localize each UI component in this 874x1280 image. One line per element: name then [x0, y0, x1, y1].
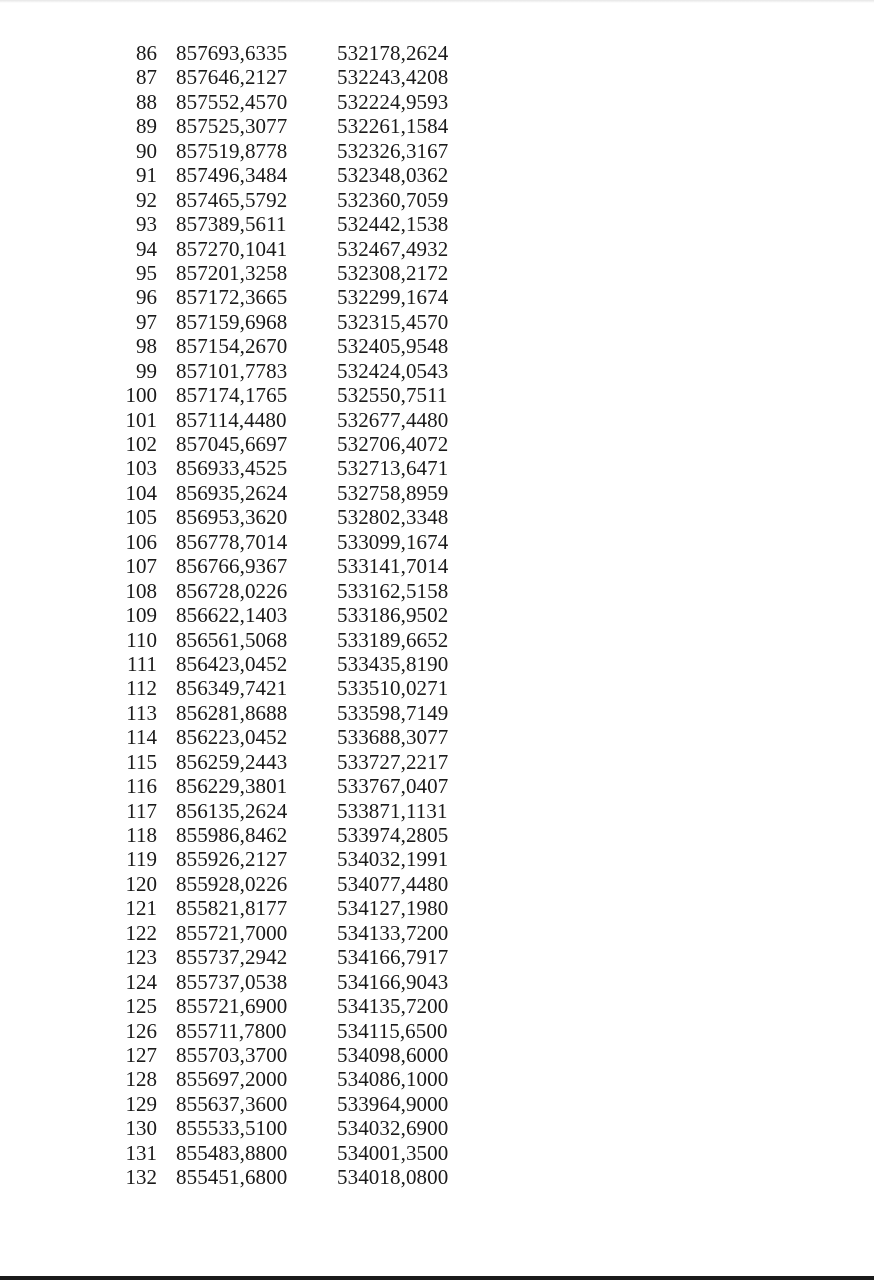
y-coordinate: 534001,3500 — [337, 1140, 449, 1165]
x-coordinate: 855821,8177 — [176, 896, 288, 921]
table-row — [0, 774, 874, 798]
x-coordinate: 857496,3484 — [176, 163, 288, 188]
y-coordinate: 532326,3167 — [337, 138, 449, 163]
x-coordinate: 856135,2624 — [176, 798, 288, 823]
point-number: 110 — [126, 627, 157, 652]
y-coordinate: 533598,7149 — [337, 700, 449, 725]
x-coordinate: 857172,3665 — [176, 285, 288, 310]
x-coordinate: 856953,3620 — [176, 505, 288, 530]
x-coordinate: 856423,0452 — [176, 651, 288, 676]
x-coordinate: 855928,0226 — [176, 871, 288, 896]
y-coordinate: 532713,6471 — [337, 456, 449, 481]
point-number: 119 — [126, 847, 157, 872]
point-number: 100 — [125, 383, 157, 408]
table-row — [0, 1141, 874, 1165]
x-coordinate: 855533,5100 — [176, 1116, 288, 1141]
x-coordinate: 856778,7014 — [176, 529, 288, 554]
x-coordinate: 857525,3077 — [176, 114, 288, 139]
table-row — [0, 1019, 874, 1043]
y-coordinate: 534133,7200 — [337, 920, 449, 945]
x-coordinate: 857159,6968 — [176, 309, 288, 334]
table-row — [0, 505, 874, 529]
y-coordinate: 533510,0271 — [337, 676, 449, 701]
x-coordinate: 857114,4480 — [176, 407, 287, 432]
x-coordinate: 856622,1403 — [176, 603, 288, 628]
y-coordinate: 533974,2805 — [337, 823, 449, 847]
x-coordinate: 856259,2443 — [176, 749, 288, 774]
y-coordinate: 532442,1538 — [337, 212, 449, 237]
table-row — [0, 432, 874, 456]
table-row — [0, 945, 874, 969]
point-number: 102 — [125, 432, 157, 456]
table-row — [0, 1165, 874, 1189]
table-row — [0, 872, 874, 896]
point-number: 107 — [125, 554, 157, 579]
y-coordinate: 534032,1991 — [337, 847, 449, 872]
point-number: 112 — [126, 676, 157, 701]
point-number: 113 — [126, 700, 157, 725]
table-row — [0, 970, 874, 994]
point-number: 128 — [125, 1067, 157, 1092]
point-number: 131 — [125, 1140, 157, 1165]
table-row — [0, 799, 874, 823]
table-row — [0, 994, 874, 1018]
point-number: 123 — [125, 945, 157, 970]
table-row — [0, 90, 874, 114]
table-row — [0, 579, 874, 603]
point-number: 97 — [136, 309, 157, 334]
table-row — [0, 261, 874, 285]
point-number: 127 — [125, 1042, 157, 1067]
table-row — [0, 41, 874, 65]
point-number: 120 — [125, 871, 157, 896]
table-row — [0, 188, 874, 212]
y-coordinate: 532405,9548 — [337, 334, 449, 359]
point-number: 129 — [125, 1091, 157, 1116]
y-coordinate: 532178,2624 — [337, 41, 449, 65]
table-row — [0, 1043, 874, 1067]
point-number: 87 — [136, 65, 157, 90]
x-coordinate: 855703,3700 — [176, 1042, 288, 1067]
point-number: 86 — [136, 41, 157, 65]
point-number: 94 — [136, 236, 157, 261]
table-row — [0, 334, 874, 358]
point-number: 122 — [125, 920, 157, 945]
table-row — [0, 921, 874, 945]
y-coordinate: 532348,0362 — [337, 163, 449, 188]
point-number: 105 — [125, 505, 157, 530]
x-coordinate: 856349,7421 — [176, 676, 288, 701]
x-coordinate: 857270,1041 — [176, 236, 288, 261]
y-coordinate: 532550,7511 — [337, 383, 448, 408]
y-coordinate: 534166,9043 — [337, 969, 449, 994]
table-row — [0, 456, 874, 480]
table-row — [0, 212, 874, 236]
point-number: 126 — [125, 1018, 157, 1043]
table-row — [0, 676, 874, 700]
point-number: 90 — [136, 138, 157, 163]
x-coordinate: 855986,8462 — [176, 823, 288, 847]
x-coordinate: 856728,0226 — [176, 578, 288, 603]
y-coordinate: 533767,0407 — [337, 774, 449, 799]
x-coordinate: 857465,5792 — [176, 187, 288, 212]
y-coordinate: 533964,9000 — [337, 1091, 449, 1116]
table-row — [0, 823, 874, 847]
y-coordinate: 534135,7200 — [337, 994, 449, 1019]
table-row — [0, 237, 874, 261]
y-coordinate: 533435,8190 — [337, 651, 449, 676]
table-row — [0, 554, 874, 578]
y-coordinate: 532802,3348 — [337, 505, 449, 530]
point-number: 125 — [125, 994, 157, 1019]
point-number: 115 — [126, 749, 157, 774]
y-coordinate: 532224,9593 — [337, 89, 449, 114]
table-row — [0, 701, 874, 725]
y-coordinate: 534127,1980 — [337, 896, 449, 921]
y-coordinate: 532758,8959 — [337, 480, 449, 505]
y-coordinate: 532261,1584 — [337, 114, 449, 139]
x-coordinate: 857693,6335 — [176, 41, 288, 65]
x-coordinate: 857045,6697 — [176, 432, 288, 456]
y-coordinate: 532677,4480 — [337, 407, 449, 432]
x-coordinate: 855737,2942 — [176, 945, 288, 970]
x-coordinate: 856561,5068 — [176, 627, 288, 652]
table-row — [0, 114, 874, 138]
y-coordinate: 532467,4932 — [337, 236, 449, 261]
x-coordinate: 856223,0452 — [176, 725, 288, 750]
point-number: 93 — [136, 212, 157, 237]
point-number: 91 — [136, 163, 157, 188]
x-coordinate: 855483,8800 — [176, 1140, 288, 1165]
y-coordinate: 532315,4570 — [337, 309, 449, 334]
table-row — [0, 1092, 874, 1116]
table-row — [0, 408, 874, 432]
y-coordinate: 532299,1674 — [337, 285, 449, 310]
table-row — [0, 359, 874, 383]
table-row — [0, 725, 874, 749]
x-coordinate: 857201,3258 — [176, 260, 288, 285]
y-coordinate: 533099,1674 — [337, 529, 449, 554]
x-coordinate: 857154,2670 — [176, 334, 288, 359]
y-coordinate: 533688,3077 — [337, 725, 449, 750]
point-number: 111 — [127, 651, 157, 676]
table-row — [0, 481, 874, 505]
x-coordinate: 856766,9367 — [176, 554, 288, 579]
point-number: 101 — [125, 407, 157, 432]
y-coordinate: 533141,7014 — [337, 554, 449, 579]
coordinate-table — [0, 41, 874, 1190]
y-coordinate: 534032,6900 — [337, 1116, 449, 1141]
x-coordinate: 857101,7783 — [176, 358, 288, 383]
y-coordinate: 534115,6500 — [337, 1018, 448, 1043]
table-row — [0, 1116, 874, 1140]
point-number: 130 — [125, 1116, 157, 1141]
table-row — [0, 896, 874, 920]
y-coordinate: 533162,5158 — [337, 578, 449, 603]
point-number: 104 — [125, 480, 157, 505]
point-number: 121 — [125, 896, 157, 921]
table-row — [0, 847, 874, 871]
y-coordinate: 533727,2217 — [337, 749, 449, 774]
y-coordinate: 534018,0800 — [337, 1165, 449, 1190]
point-number: 109 — [125, 603, 157, 628]
x-coordinate: 855721,6900 — [176, 994, 288, 1019]
point-number: 103 — [125, 456, 157, 481]
point-number: 99 — [136, 358, 157, 383]
point-number: 92 — [136, 187, 157, 212]
x-coordinate: 857646,2127 — [176, 65, 288, 90]
table-row — [0, 1067, 874, 1091]
point-number: 98 — [136, 334, 157, 359]
y-coordinate: 534077,4480 — [337, 871, 449, 896]
table-row — [0, 750, 874, 774]
x-coordinate: 855737,0538 — [176, 969, 288, 994]
page-bottom-edge — [0, 1276, 874, 1280]
y-coordinate: 534166,7917 — [337, 945, 449, 970]
x-coordinate: 855721,7000 — [176, 920, 288, 945]
table-row — [0, 383, 874, 407]
x-coordinate: 856935,2624 — [176, 480, 288, 505]
table-row — [0, 603, 874, 627]
x-coordinate: 857552,4570 — [176, 89, 288, 114]
x-coordinate: 855451,6800 — [176, 1165, 288, 1190]
y-coordinate: 532360,7059 — [337, 187, 449, 212]
point-number: 96 — [136, 285, 157, 310]
y-coordinate: 533186,9502 — [337, 603, 449, 628]
x-coordinate: 857389,5611 — [176, 212, 287, 237]
point-number: 118 — [126, 823, 157, 847]
x-coordinate: 856281,8688 — [176, 700, 288, 725]
x-coordinate: 855711,7800 — [176, 1018, 287, 1043]
x-coordinate: 857174,1765 — [176, 383, 288, 408]
x-coordinate: 856933,4525 — [176, 456, 288, 481]
y-coordinate: 534086,1000 — [337, 1067, 449, 1092]
table-row — [0, 310, 874, 334]
point-number: 106 — [125, 529, 157, 554]
y-coordinate: 532308,2172 — [337, 260, 449, 285]
table-row — [0, 65, 874, 89]
y-coordinate: 532424,0543 — [337, 358, 449, 383]
point-number: 88 — [136, 89, 157, 114]
x-coordinate: 855637,3600 — [176, 1091, 288, 1116]
point-number: 132 — [125, 1165, 157, 1190]
x-coordinate: 855926,2127 — [176, 847, 288, 872]
x-coordinate: 856229,3801 — [176, 774, 288, 799]
point-number: 108 — [125, 578, 157, 603]
y-coordinate: 533189,6652 — [337, 627, 449, 652]
page-top-edge — [0, 0, 874, 3]
y-coordinate: 534098,6000 — [337, 1042, 449, 1067]
table-row — [0, 139, 874, 163]
point-number: 117 — [126, 798, 157, 823]
y-coordinate: 532706,4072 — [337, 432, 449, 456]
point-number: 95 — [136, 260, 157, 285]
point-number: 114 — [126, 725, 157, 750]
table-row — [0, 285, 874, 309]
table-row — [0, 628, 874, 652]
y-coordinate: 532243,4208 — [337, 65, 449, 90]
point-number: 89 — [136, 114, 157, 139]
x-coordinate: 855697,2000 — [176, 1067, 288, 1092]
table-row — [0, 163, 874, 187]
x-coordinate: 857519,8778 — [176, 138, 288, 163]
point-number: 124 — [125, 969, 157, 994]
table-row — [0, 652, 874, 676]
y-coordinate: 533871,1131 — [337, 798, 448, 823]
point-number: 116 — [126, 774, 157, 799]
table-row — [0, 530, 874, 554]
